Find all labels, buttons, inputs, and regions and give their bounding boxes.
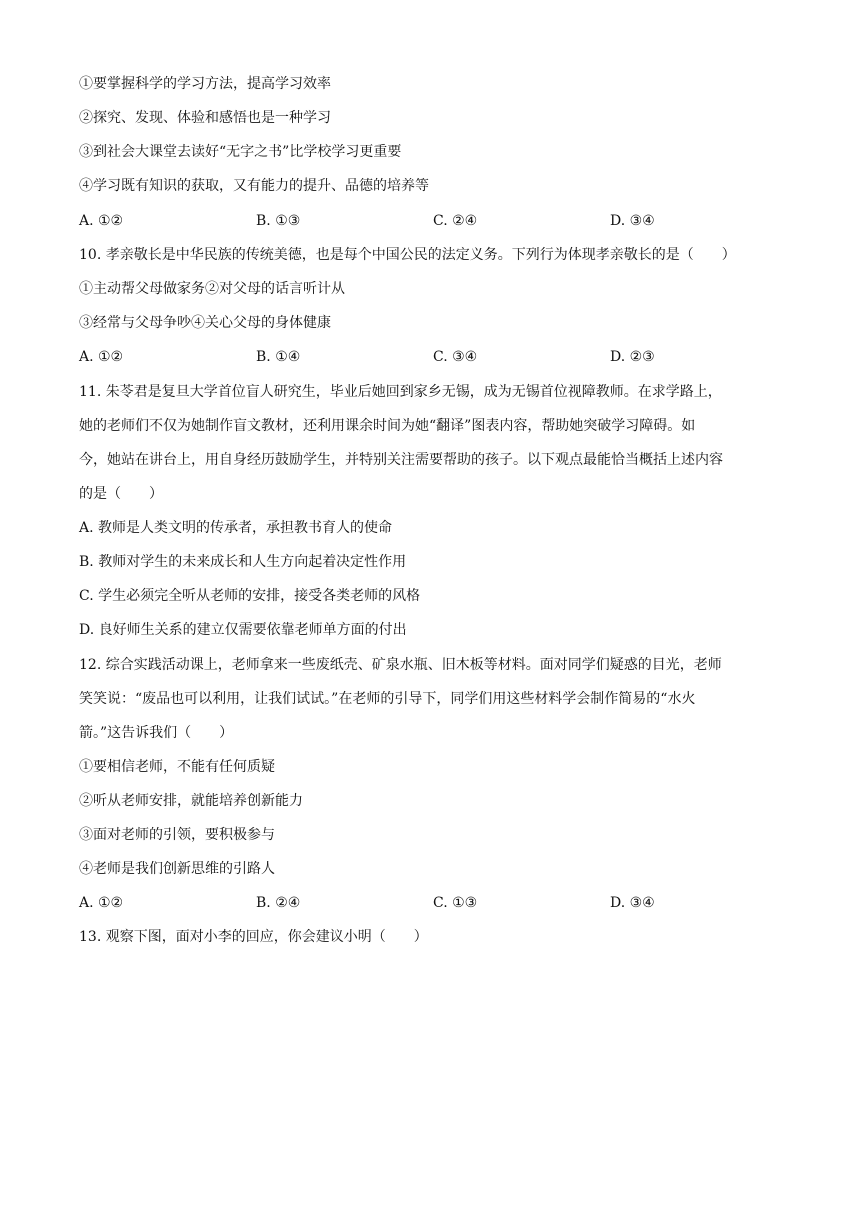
q11-stem-line-4: 的是（ ） <box>79 486 163 502</box>
q10-option-a: A. ①② <box>79 349 124 365</box>
q9-option-b: B. ①③ <box>256 213 301 229</box>
q11-option-b: B. 教师对学生的未来成长和人生方向起着决定性作用 <box>79 554 407 570</box>
q9-option-d: D. ③④ <box>610 213 655 229</box>
q10-item-2: ③经常与父母争吵④关心父母的身体健康 <box>79 315 331 331</box>
q9-item-4: ④学习既有知识的获取，又有能力的提升、品德的培养等 <box>79 178 429 194</box>
q12-option-c: C. ①③ <box>433 895 478 911</box>
q11-stem-line-2: 她的老师们不仅为她制作盲文教材，还利用课余时间为她“翻译”图表内容，帮助她突破学习障碍。如 <box>79 418 696 434</box>
q11-stem-line-1: 11. 朱苓君是复旦大学首位盲人研究生，毕业后她回到家乡无锡，成为无锡首位视障教师。在求学路上， <box>79 384 722 400</box>
q10-option-b: B. ①④ <box>256 349 301 365</box>
q12-option-a: A. ①② <box>79 895 124 911</box>
q9-option-a: A. ①② <box>79 213 124 229</box>
q13-stem: 13. 观察下图，面对小李的回应，你会建议小明（ ） <box>79 929 428 945</box>
q12-stem-line-2: 笑笑说：“废品也可以利用，让我们试试。”在老师的引导下，同学们用这些材料学会制作简易的“水火 <box>79 691 696 707</box>
q12-item-2: ②听从老师安排，就能培养创新能力 <box>79 793 303 809</box>
q12-option-d: D. ③④ <box>610 895 655 911</box>
q9-item-2: ②探究、发现、体验和感悟也是一种学习 <box>79 110 331 126</box>
q12-item-1: ①要相信老师，不能有任何质疑 <box>79 759 275 775</box>
q10-option-c: C. ③④ <box>433 349 478 365</box>
q10-stem: 10. 孝亲敬长是中华民族的传统美德，也是每个中国公民的法定义务。下列行为体现孝亲敬长的是（ ） <box>79 247 736 263</box>
q12-option-b: B. ②④ <box>256 895 301 911</box>
q12-item-4: ④老师是我们创新思维的引路人 <box>79 861 275 877</box>
q9-item-3: ③到社会大课堂去读好“无字之书”比学校学习更重要 <box>79 144 402 160</box>
q12-stem-line-3: 箭。”这告诉我们（ ） <box>79 725 234 741</box>
q9-item-1: ①要掌握科学的学习方法，提高学习效率 <box>79 76 331 92</box>
q10-option-d: D. ②③ <box>610 349 655 365</box>
q12-stem-line-1: 12. 综合实践活动课上，老师拿来一些废纸壳、矿泉水瓶、旧木板等材料。面对同学们疑惑的目光，老师 <box>79 657 722 673</box>
q11-option-a: A. 教师是人类文明的传承者，承担教书育人的使命 <box>79 520 393 536</box>
q12-item-3: ③面对老师的引领，要积极参与 <box>79 827 275 843</box>
q11-stem-line-3: 今，她站在讲台上，用自身经历鼓励学生，并特别关注需要帮助的孩子。以下观点最能恰当概括上述内容 <box>79 452 723 468</box>
q11-option-d: D. 良好师生关系的建立仅需要依靠老师单方面的付出 <box>79 622 407 638</box>
q10-item-1: ①主动帮父母做家务②对父母的话言听计从 <box>79 281 345 297</box>
q9-option-c: C. ②④ <box>433 213 478 229</box>
q11-option-c: C. 学生必须完全听从老师的安排，接受各类老师的风格 <box>79 588 421 604</box>
